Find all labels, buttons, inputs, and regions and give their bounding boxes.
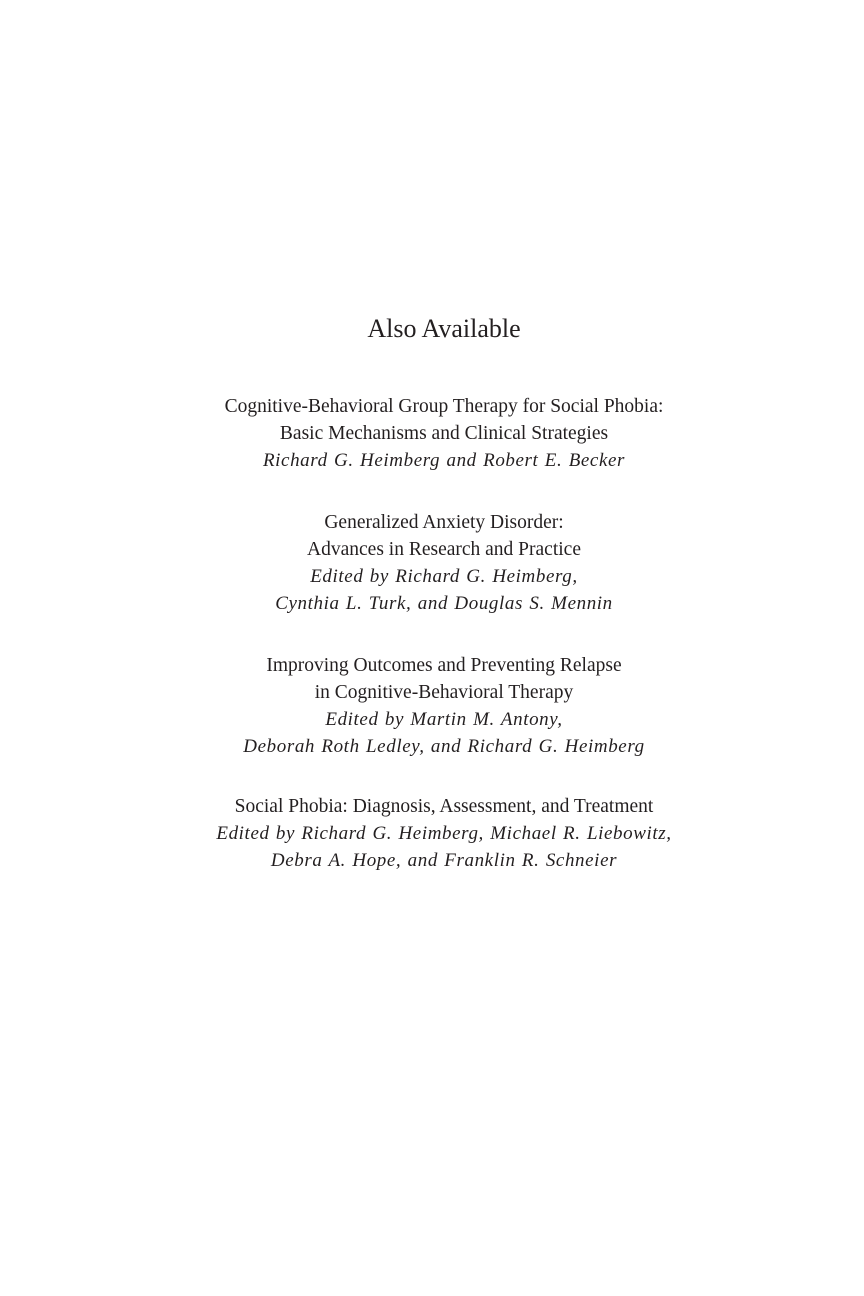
book-entry xyxy=(0,793,864,874)
book-entry xyxy=(0,509,864,617)
book-entry xyxy=(0,393,864,474)
book-title-line: in Cognitive-Behavioral Therapy xyxy=(314,682,574,703)
book-title-line: Advances in Research and Practice xyxy=(307,539,581,560)
book-author-line: Edited by Martin M. Antony, xyxy=(325,709,563,730)
book-author-line: Debra A. Hope, and Franklin R. Schneier xyxy=(270,850,618,871)
book-title-line: Social Phobia: Diagnosis, Assessment, and Treatment xyxy=(234,796,654,817)
book-author-line: Deborah Roth Ledley, and Richard G. Heimberg xyxy=(243,736,645,757)
book-author-line: Richard G. Heimberg and Robert E. Becker xyxy=(262,450,626,471)
book-title-line: Improving Outcomes and Preventing Relapse xyxy=(266,655,622,676)
book-author-line: Cynthia L. Turk, and Douglas S. Mennin xyxy=(275,593,613,614)
book-title-line: Cognitive-Behavioral Group Therapy for Social Phobia: xyxy=(224,396,664,417)
book-author-line: Edited by Richard G. Heimberg, xyxy=(310,566,578,587)
book-title-line: Generalized Anxiety Disorder: xyxy=(324,512,564,533)
book-entry xyxy=(0,652,864,760)
page-heading: Also Available xyxy=(367,314,521,343)
book-title-line: Basic Mechanisms and Clinical Strategies xyxy=(279,423,609,444)
book-author-line: Edited by Richard G. Heimberg, Michael R. Liebowitz, xyxy=(216,823,672,844)
